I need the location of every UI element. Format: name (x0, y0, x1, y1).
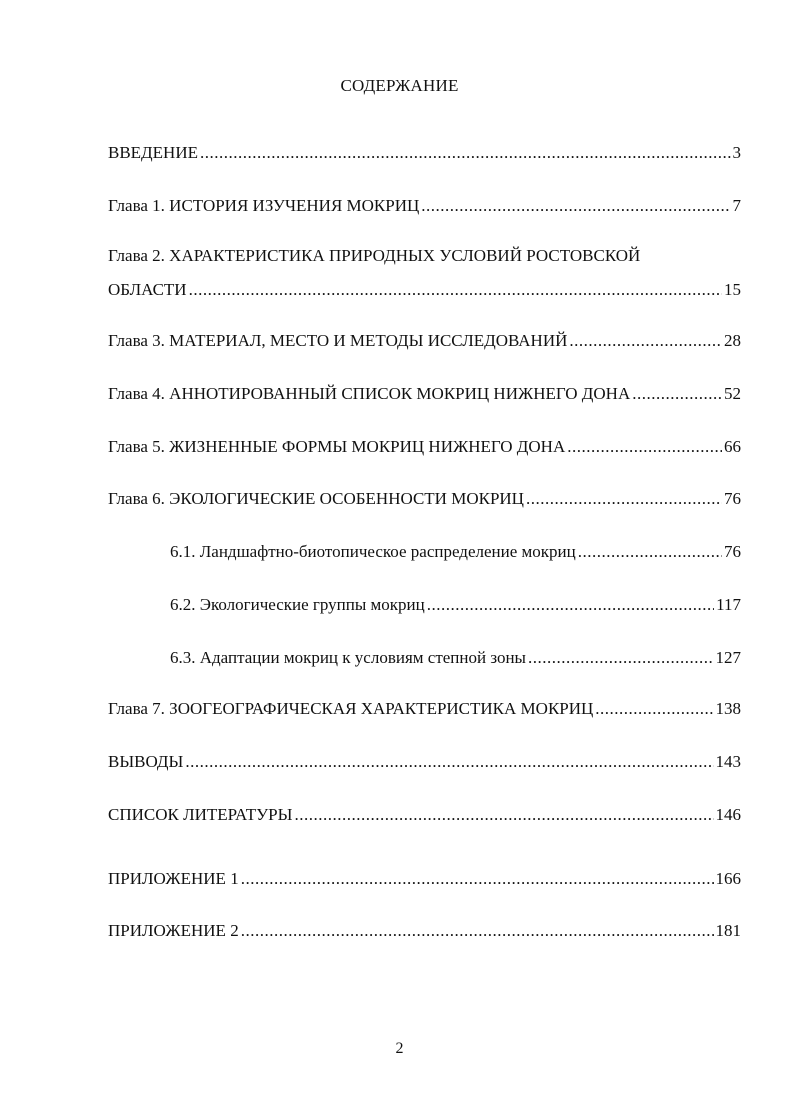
toc-leader-dots (567, 437, 722, 457)
toc-entry-conclusions[interactable] (108, 752, 741, 772)
toc-entry-chapter-2[interactable] (108, 246, 741, 300)
toc-entry-chapter-5[interactable] (108, 437, 741, 457)
page-number: 2 (395, 1040, 404, 1057)
toc-leader-dots (632, 384, 722, 404)
toc-leader-dots (294, 805, 713, 825)
toc-label: СПИСОК ЛИТЕРАТУРЫ (108, 805, 293, 824)
toc-page-number: 117 (716, 595, 741, 614)
toc-label: ОБЛАСТИ (108, 280, 187, 299)
toc-entry-appendix-2[interactable] (108, 921, 741, 941)
toc-entry-chapter-1[interactable] (108, 196, 741, 216)
toc-leader-dots (526, 489, 722, 509)
toc-leader-dots (200, 143, 731, 163)
toc-page-number: 76 (724, 489, 741, 508)
toc-label: ПРИЛОЖЕНИЕ 1 (108, 869, 239, 888)
toc-label: Глава 1. ИСТОРИЯ ИЗУЧЕНИЯ МОКРИЦ (108, 196, 420, 215)
toc-entry-references[interactable] (108, 805, 741, 825)
toc-entry-section-6-2[interactable] (170, 595, 741, 615)
toc-page-number: 143 (715, 752, 741, 771)
toc-entry-chapter-4[interactable] (108, 384, 741, 404)
toc-label-line-1: Глава 2. ХАРАКТЕРИСТИКА ПРИРОДНЫХ УСЛОВИЙ РОСТОВСКОЙ (108, 246, 641, 265)
toc-leader-dots (528, 648, 714, 668)
toc-leader-dots (241, 869, 714, 889)
toc-leader-dots (578, 542, 722, 562)
toc-page-number: 127 (715, 648, 741, 667)
toc-label: Глава 4. АННОТИРОВАННЫЙ СПИСОК МОКРИЦ НИЖНЕГО ДОНА (108, 384, 631, 403)
toc-label: Глава 5. ЖИЗНЕННЫЕ ФОРМЫ МОКРИЦ НИЖНЕГО ДОНА (108, 437, 566, 456)
toc-page-number: 52 (724, 384, 741, 403)
toc-page-number: 76 (724, 542, 741, 561)
toc-leader-dots (595, 699, 713, 719)
page-title: СОДЕРЖАНИЕ (340, 76, 459, 95)
toc-page-number: 7 (732, 196, 741, 215)
toc-entry-introduction[interactable] (108, 143, 741, 163)
toc-page-number: 28 (724, 331, 741, 350)
toc-label: Глава 7. ЗООГЕОГРАФИЧЕСКАЯ ХАРАКТЕРИСТИКА МОКРИЦ (108, 699, 594, 718)
toc-label: Глава 6. ЭКОЛОГИЧЕСКИЕ ОСОБЕННОСТИ МОКРИЦ (108, 489, 524, 508)
toc-entry-appendix-1[interactable] (108, 869, 741, 889)
toc-page-number: 181 (715, 921, 741, 940)
toc-page-number: 138 (715, 699, 741, 718)
toc-entry-chapter-6[interactable] (108, 489, 741, 509)
toc-entry-chapter-7[interactable] (108, 699, 741, 719)
toc-label: ВВЕДЕНИЕ (108, 143, 198, 162)
toc-label: ВЫВОДЫ (108, 752, 184, 771)
toc-entry-section-6-1[interactable] (170, 542, 741, 562)
toc-entry-section-6-3[interactable] (170, 648, 741, 668)
toc-label: ПРИЛОЖЕНИЕ 2 (108, 921, 239, 940)
toc-leader-dots (189, 280, 722, 300)
toc-leader-dots (241, 921, 714, 941)
toc-leader-dots (569, 331, 722, 351)
toc-label: 6.3. Адаптации мокриц к условиям степной зоны (170, 648, 526, 667)
toc-label: 6.1. Ландшафтно-биотопическое распределение мокриц (170, 542, 576, 561)
toc-page-number: 166 (715, 869, 741, 888)
toc-leader-dots (185, 752, 713, 772)
toc-label: 6.2. Экологические группы мокриц (170, 595, 425, 614)
toc-page-number: 66 (724, 437, 741, 456)
toc-entry-chapter-3[interactable] (108, 331, 741, 351)
toc-page-number: 146 (715, 805, 741, 824)
toc-label: Глава 3. МАТЕРИАЛ, МЕСТО И МЕТОДЫ ИССЛЕДОВАНИЙ (108, 331, 568, 350)
toc-leader-dots (427, 595, 714, 615)
toc-leader-dots (421, 196, 730, 216)
toc-page-number: 3 (732, 143, 741, 162)
toc-page-number: 15 (724, 280, 741, 299)
